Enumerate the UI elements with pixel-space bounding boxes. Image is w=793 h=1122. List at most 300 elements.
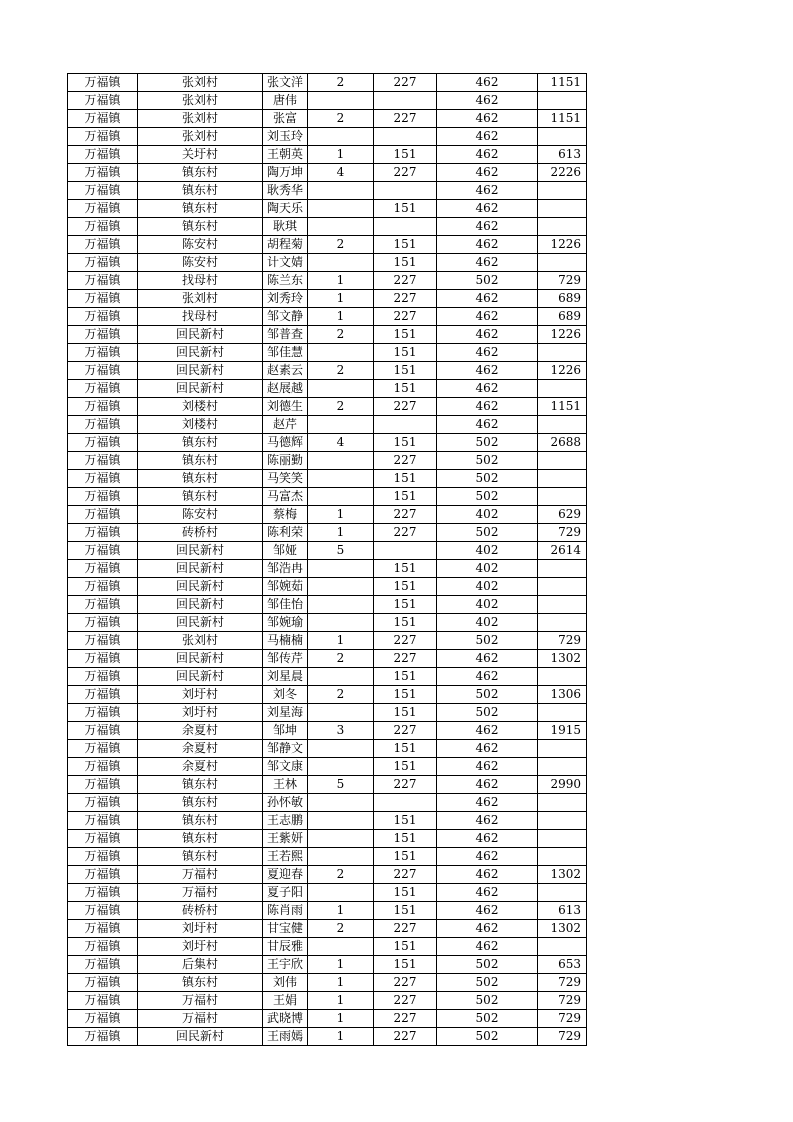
amount-b-cell: 502 [437,974,538,992]
amount-b-cell: 402 [437,596,538,614]
table-row [68,92,587,110]
village-cell: 回民新村 [138,362,263,380]
amount-a-cell: 151 [374,434,437,452]
total-cell [538,416,587,434]
table-row [68,524,587,542]
table-row [68,290,587,308]
amount-a-cell: 151 [374,362,437,380]
town-cell: 万福镇 [68,992,138,1010]
amount-a-cell: 227 [374,164,437,182]
village-cell: 余夏村 [138,758,263,776]
table-row [68,578,587,596]
town-cell: 万福镇 [68,722,138,740]
total-cell [538,614,587,632]
count-cell: 5 [308,542,374,560]
amount-b-cell: 462 [437,902,538,920]
name-cell: 邹佳慧 [263,344,308,362]
amount-b-cell: 462 [437,128,538,146]
town-cell: 万福镇 [68,200,138,218]
town-cell: 万福镇 [68,866,138,884]
name-cell: 甘辰雅 [263,938,308,956]
village-cell: 镇东村 [138,452,263,470]
town-cell: 万福镇 [68,740,138,758]
name-cell: 王雨嫣 [263,1028,308,1046]
name-cell: 陈肖雨 [263,902,308,920]
name-cell: 王娟 [263,992,308,1010]
name-cell: 蔡梅 [263,506,308,524]
count-cell [308,128,374,146]
village-cell: 镇东村 [138,776,263,794]
village-cell: 回民新村 [138,614,263,632]
total-cell: 1151 [538,398,587,416]
count-cell: 1 [308,992,374,1010]
village-cell: 镇东村 [138,164,263,182]
count-cell: 1 [308,506,374,524]
total-cell: 2990 [538,776,587,794]
amount-b-cell: 462 [437,668,538,686]
table-row [68,110,587,128]
name-cell: 刘星海 [263,704,308,722]
count-cell [308,200,374,218]
amount-a-cell: 227 [374,722,437,740]
amount-b-cell: 502 [437,1010,538,1028]
count-cell: 1 [308,956,374,974]
village-cell: 找母村 [138,308,263,326]
table-row [68,488,587,506]
village-cell: 万福村 [138,866,263,884]
village-cell: 刘楼村 [138,416,263,434]
village-cell: 回民新村 [138,560,263,578]
total-cell: 689 [538,308,587,326]
town-cell: 万福镇 [68,290,138,308]
amount-b-cell: 502 [437,1028,538,1046]
table-row [68,758,587,776]
total-cell [538,758,587,776]
table-row [68,632,587,650]
total-cell: 1302 [538,920,587,938]
total-cell [538,488,587,506]
town-cell: 万福镇 [68,524,138,542]
table-row [68,74,587,92]
amount-a-cell [374,416,437,434]
table-row [68,794,587,812]
village-cell: 张刘村 [138,110,263,128]
amount-b-cell: 502 [437,992,538,1010]
name-cell: 王志鹏 [263,812,308,830]
town-cell: 万福镇 [68,1028,138,1046]
village-cell: 回民新村 [138,542,263,560]
village-cell: 回民新村 [138,668,263,686]
name-cell: 马德辉 [263,434,308,452]
name-cell: 马笑笑 [263,470,308,488]
town-cell: 万福镇 [68,938,138,956]
amount-a-cell: 227 [374,398,437,416]
count-cell: 1 [308,308,374,326]
total-cell [538,812,587,830]
count-cell [308,794,374,812]
count-cell [308,254,374,272]
table-row [68,740,587,758]
table-row [68,164,587,182]
town-cell: 万福镇 [68,128,138,146]
village-cell: 刘圩村 [138,686,263,704]
amount-b-cell: 502 [437,470,538,488]
village-cell: 万福村 [138,884,263,902]
town-cell: 万福镇 [68,470,138,488]
name-cell: 计文婧 [263,254,308,272]
total-cell: 729 [538,524,587,542]
town-cell: 万福镇 [68,146,138,164]
total-cell: 1226 [538,326,587,344]
town-cell: 万福镇 [68,668,138,686]
total-cell [538,848,587,866]
amount-b-cell: 502 [437,686,538,704]
amount-b-cell: 402 [437,506,538,524]
amount-b-cell: 462 [437,740,538,758]
amount-a-cell: 151 [374,380,437,398]
name-cell: 邹文静 [263,308,308,326]
amount-a-cell: 227 [374,650,437,668]
amount-a-cell: 151 [374,254,437,272]
town-cell: 万福镇 [68,902,138,920]
total-cell: 689 [538,290,587,308]
table-row [68,200,587,218]
amount-b-cell: 462 [437,722,538,740]
amount-a-cell: 227 [374,632,437,650]
count-cell: 2 [308,236,374,254]
amount-b-cell: 462 [437,110,538,128]
name-cell: 马富杰 [263,488,308,506]
name-cell: 孙怀敏 [263,794,308,812]
village-cell: 刘圩村 [138,920,263,938]
name-cell: 甘宝健 [263,920,308,938]
village-cell: 张刘村 [138,74,263,92]
count-cell: 2 [308,362,374,380]
amount-b-cell: 462 [437,416,538,434]
count-cell: 3 [308,722,374,740]
town-cell: 万福镇 [68,164,138,182]
table-row [68,218,587,236]
town-cell: 万福镇 [68,380,138,398]
amount-a-cell: 151 [374,596,437,614]
table-row [68,344,587,362]
count-cell: 2 [308,74,374,92]
table-row [68,452,587,470]
count-cell [308,344,374,362]
town-cell: 万福镇 [68,92,138,110]
amount-b-cell: 462 [437,920,538,938]
table-row [68,470,587,488]
count-cell: 1 [308,290,374,308]
name-cell: 耿琪 [263,218,308,236]
amount-a-cell: 151 [374,560,437,578]
name-cell: 邹浩冉 [263,560,308,578]
village-cell: 万福村 [138,1010,263,1028]
count-cell [308,812,374,830]
town-cell: 万福镇 [68,686,138,704]
amount-a-cell [374,542,437,560]
amount-a-cell: 227 [374,452,437,470]
table-row [68,686,587,704]
amount-a-cell: 151 [374,956,437,974]
town-cell: 万福镇 [68,308,138,326]
total-cell: 729 [538,992,587,1010]
town-cell: 万福镇 [68,254,138,272]
table-row [68,236,587,254]
total-cell: 613 [538,146,587,164]
table-row [68,920,587,938]
town-cell: 万福镇 [68,74,138,92]
village-cell: 刘圩村 [138,938,263,956]
table-row [68,830,587,848]
village-cell: 回民新村 [138,578,263,596]
village-cell: 陈安村 [138,236,263,254]
village-cell: 张刘村 [138,128,263,146]
table-row [68,128,587,146]
town-cell: 万福镇 [68,974,138,992]
table-row [68,902,587,920]
amount-b-cell: 462 [437,794,538,812]
village-cell: 砖桥村 [138,524,263,542]
amount-a-cell: 227 [374,524,437,542]
table-row [68,254,587,272]
amount-a-cell: 151 [374,146,437,164]
name-cell: 邹文康 [263,758,308,776]
amount-a-cell: 151 [374,488,437,506]
amount-a-cell: 151 [374,344,437,362]
table-row [68,326,587,344]
amount-b-cell: 462 [437,254,538,272]
name-cell: 耿秀华 [263,182,308,200]
total-cell [538,884,587,902]
name-cell: 赵素云 [263,362,308,380]
amount-a-cell: 151 [374,938,437,956]
village-cell: 镇东村 [138,182,263,200]
amount-b-cell: 462 [437,308,538,326]
name-cell: 武晓博 [263,1010,308,1028]
name-cell: 胡程菊 [263,236,308,254]
count-cell [308,704,374,722]
amount-b-cell: 462 [437,182,538,200]
total-cell: 2614 [538,542,587,560]
count-cell: 1 [308,146,374,164]
total-cell: 1302 [538,866,587,884]
village-cell: 镇东村 [138,830,263,848]
village-cell: 刘楼村 [138,398,263,416]
count-cell [308,596,374,614]
town-cell: 万福镇 [68,452,138,470]
name-cell: 张富 [263,110,308,128]
amount-b-cell: 502 [437,434,538,452]
town-cell: 万福镇 [68,830,138,848]
town-cell: 万福镇 [68,560,138,578]
amount-a-cell: 227 [374,290,437,308]
name-cell: 邹静文 [263,740,308,758]
amount-b-cell: 462 [437,884,538,902]
total-cell [538,470,587,488]
name-cell: 张文洋 [263,74,308,92]
name-cell: 王若熙 [263,848,308,866]
town-cell: 万福镇 [68,488,138,506]
town-cell: 万福镇 [68,326,138,344]
amount-a-cell: 151 [374,668,437,686]
town-cell: 万福镇 [68,236,138,254]
village-cell: 余夏村 [138,740,263,758]
amount-a-cell: 151 [374,578,437,596]
village-cell: 后集村 [138,956,263,974]
name-cell: 邹传芹 [263,650,308,668]
total-cell: 1915 [538,722,587,740]
amount-b-cell: 402 [437,578,538,596]
name-cell: 陶万坤 [263,164,308,182]
total-cell: 729 [538,974,587,992]
count-cell: 1 [308,524,374,542]
amount-a-cell: 227 [374,1010,437,1028]
village-cell: 镇东村 [138,794,263,812]
total-cell: 1226 [538,236,587,254]
amount-b-cell: 502 [437,704,538,722]
town-cell: 万福镇 [68,596,138,614]
amount-b-cell: 462 [437,146,538,164]
amount-a-cell: 151 [374,848,437,866]
village-cell: 回民新村 [138,650,263,668]
count-cell [308,668,374,686]
table-row [68,704,587,722]
total-cell [538,452,587,470]
count-cell [308,380,374,398]
amount-b-cell: 462 [437,74,538,92]
name-cell: 陶天乐 [263,200,308,218]
amount-a-cell: 151 [374,830,437,848]
table-row [68,866,587,884]
total-cell [538,596,587,614]
table-row [68,596,587,614]
count-cell: 4 [308,434,374,452]
amount-a-cell: 227 [374,920,437,938]
town-cell: 万福镇 [68,362,138,380]
table-row [68,398,587,416]
table-row [68,542,587,560]
total-cell [538,218,587,236]
village-cell: 回民新村 [138,326,263,344]
count-cell: 2 [308,650,374,668]
table-row [68,776,587,794]
amount-a-cell: 151 [374,902,437,920]
count-cell: 2 [308,110,374,128]
count-cell [308,830,374,848]
amount-b-cell: 502 [437,488,538,506]
count-cell [308,488,374,506]
count-cell [308,182,374,200]
town-cell: 万福镇 [68,506,138,524]
table-row [68,380,587,398]
town-cell: 万福镇 [68,614,138,632]
town-cell: 万福镇 [68,434,138,452]
village-cell: 镇东村 [138,848,263,866]
count-cell [308,92,374,110]
count-cell: 1 [308,272,374,290]
total-cell [538,200,587,218]
total-cell: 729 [538,632,587,650]
count-cell [308,614,374,632]
amount-b-cell: 502 [437,956,538,974]
table-row [68,506,587,524]
total-cell [538,128,587,146]
village-cell: 镇东村 [138,488,263,506]
town-cell: 万福镇 [68,218,138,236]
count-cell: 1 [308,632,374,650]
total-cell: 729 [538,272,587,290]
name-cell: 唐伟 [263,92,308,110]
amount-a-cell: 227 [374,866,437,884]
count-cell: 4 [308,164,374,182]
town-cell: 万福镇 [68,794,138,812]
name-cell: 刘秀玲 [263,290,308,308]
amount-b-cell: 462 [437,830,538,848]
amount-a-cell: 227 [374,308,437,326]
total-cell: 613 [538,902,587,920]
total-cell: 653 [538,956,587,974]
amount-a-cell: 227 [374,974,437,992]
count-cell [308,884,374,902]
town-cell: 万福镇 [68,776,138,794]
total-cell [538,830,587,848]
amount-b-cell: 462 [437,758,538,776]
town-cell: 万福镇 [68,704,138,722]
amount-a-cell [374,218,437,236]
village-cell: 找母村 [138,272,263,290]
count-cell [308,938,374,956]
total-cell [538,560,587,578]
count-cell [308,740,374,758]
town-cell: 万福镇 [68,650,138,668]
total-cell: 1302 [538,650,587,668]
table-row [68,956,587,974]
name-cell: 赵展越 [263,380,308,398]
amount-a-cell: 151 [374,884,437,902]
count-cell [308,560,374,578]
town-cell: 万福镇 [68,812,138,830]
amount-a-cell [374,182,437,200]
total-cell [538,344,587,362]
town-cell: 万福镇 [68,182,138,200]
total-cell [538,182,587,200]
village-cell: 镇东村 [138,200,263,218]
name-cell: 邹娅 [263,542,308,560]
town-cell: 万福镇 [68,632,138,650]
count-cell [308,470,374,488]
name-cell: 陈利荣 [263,524,308,542]
amount-b-cell: 462 [437,290,538,308]
table-row [68,938,587,956]
amount-a-cell: 151 [374,740,437,758]
town-cell: 万福镇 [68,758,138,776]
total-cell [538,254,587,272]
count-cell: 5 [308,776,374,794]
amount-a-cell: 227 [374,506,437,524]
amount-a-cell: 151 [374,758,437,776]
village-cell: 陈安村 [138,506,263,524]
amount-a-cell: 151 [374,812,437,830]
town-cell: 万福镇 [68,848,138,866]
amount-b-cell: 462 [437,164,538,182]
amount-a-cell: 151 [374,686,437,704]
town-cell: 万福镇 [68,344,138,362]
village-cell: 余夏村 [138,722,263,740]
amount-b-cell: 462 [437,398,538,416]
name-cell: 刘德生 [263,398,308,416]
village-cell: 张刘村 [138,632,263,650]
